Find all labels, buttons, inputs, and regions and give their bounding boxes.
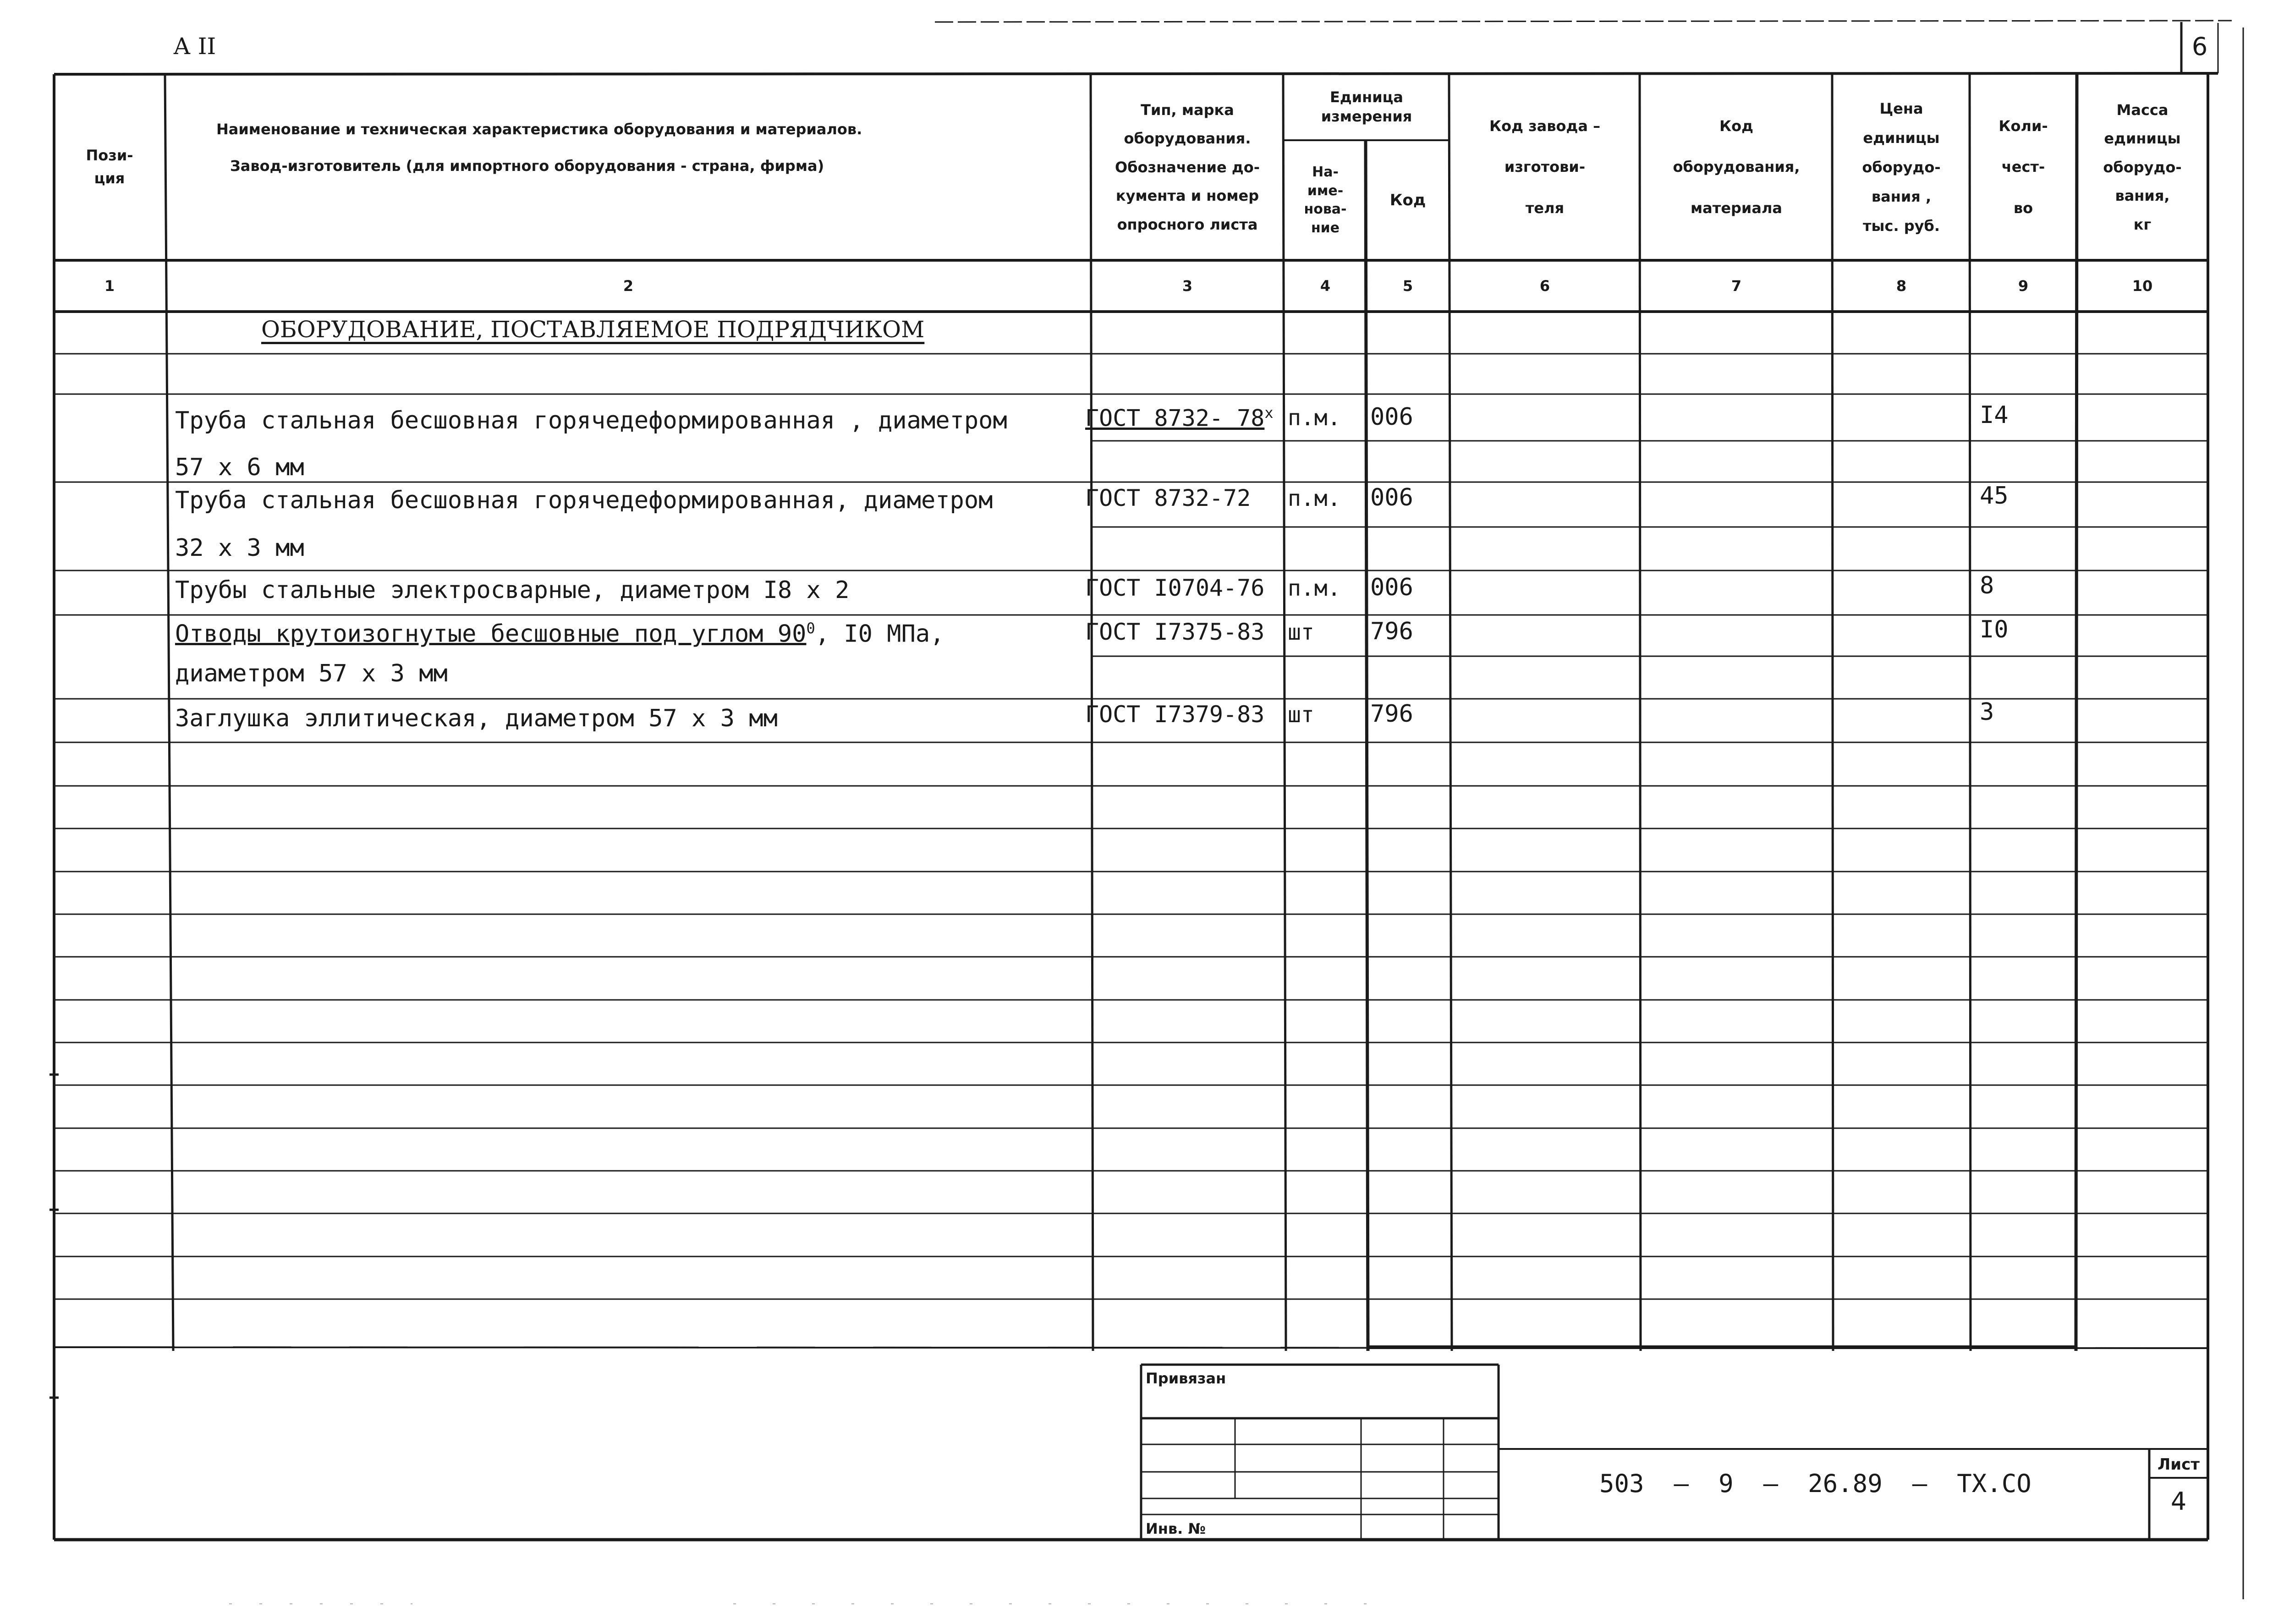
table-row-4-name-tail: , I0 МПа, bbox=[815, 620, 944, 648]
header-unit-code-text: Код bbox=[1389, 191, 1426, 209]
table-row-4-unit-name: шт bbox=[1288, 620, 1314, 645]
table-row-5-doc: ГОСТ I7379-83 bbox=[1085, 701, 1265, 728]
table-row-1-name-cont: 57 x 6 мм bbox=[175, 454, 304, 481]
table-row-1-qty: I4 bbox=[1980, 401, 2009, 429]
table-row-1-doc-sup: х bbox=[1264, 404, 1274, 422]
header-unit-name-text: На- име- нова- ние bbox=[1304, 164, 1347, 236]
colnum-3: 3 bbox=[1182, 277, 1193, 295]
colnum-9: 9 bbox=[2018, 277, 2029, 295]
header-unit-group-text: Единица измерения bbox=[1321, 88, 1412, 125]
table-row-3-name: Трубы стальные электросварные, диаметром I8 x 2 bbox=[175, 576, 850, 604]
table-row-3-unit-name: п.м. bbox=[1288, 576, 1341, 601]
header-price bbox=[1833, 74, 1970, 260]
table-row-4-doc: ГОСТ I7375-83 bbox=[1085, 619, 1265, 645]
header-type bbox=[1092, 74, 1283, 260]
header-factory-code bbox=[1450, 74, 1640, 260]
table-row-4-name-cont: диаметром 57 x 3 мм bbox=[175, 660, 448, 687]
header-unit-group bbox=[1284, 74, 1449, 140]
table-row-2-unit-name: п.м. bbox=[1288, 486, 1341, 511]
table-row-1-doc bbox=[1085, 404, 1274, 432]
header-factory-code-text: Код завода – изготови- теля bbox=[1489, 117, 1601, 217]
table-row-2-unit-code: 006 bbox=[1370, 484, 1413, 511]
header-price-text: Цена единицы оборудо- вания , тыс. руб. bbox=[1862, 100, 1941, 235]
table-row-4-unit-code: 796 bbox=[1370, 618, 1413, 645]
colnum-1: 1 bbox=[104, 277, 115, 295]
table-row-4-name-sup: 0 bbox=[806, 620, 815, 637]
page-number: 6 bbox=[2191, 32, 2208, 61]
stamp-inv-no: Инв. № bbox=[1146, 1520, 1206, 1537]
header-name bbox=[166, 74, 1091, 260]
document-code: 503 – 9 – 26.89 – ТХ.СО bbox=[1599, 1469, 2031, 1498]
stamp-privyazan: Привязан bbox=[1146, 1370, 1226, 1387]
table-row-5-unit-name: шт bbox=[1288, 702, 1314, 728]
table-row-5-unit-code: 796 bbox=[1370, 700, 1413, 728]
sheet-number: 4 bbox=[2170, 1487, 2187, 1516]
colnum-4: 4 bbox=[1320, 277, 1331, 295]
colnum-5: 5 bbox=[1402, 277, 1413, 295]
table-row-1-doc-text: ГОСТ 8732- 78 bbox=[1085, 405, 1265, 432]
corner-label: А II bbox=[173, 33, 216, 60]
header-position-text: Пози- ция bbox=[86, 147, 133, 187]
header-type-text: Тип, марка оборудования. Обозначение до- кумента и номер опросного листа bbox=[1115, 101, 1260, 233]
table-row-3-qty: 8 bbox=[1980, 572, 1994, 599]
table-row-5-name: Заглушка эллитическая, диаметром 57 x 3 мм bbox=[175, 705, 778, 732]
table-row-3-doc: ГОСТ I0704-76 bbox=[1085, 575, 1265, 601]
header-name-line1: Наименование и техническая характеристика оборудования и материалов. bbox=[216, 121, 862, 138]
header-equipment-code bbox=[1641, 74, 1832, 260]
table-row-2-name: Труба стальная бесшовная горячедеформированная, диаметром bbox=[175, 487, 993, 514]
header-quantity-text: Коли- чест- во bbox=[1998, 117, 2048, 217]
header-mass bbox=[2077, 74, 2208, 260]
header-quantity bbox=[1971, 74, 2076, 260]
table-row-4-qty: I0 bbox=[1980, 616, 2009, 643]
header-equipment-code-text: Код оборудования, материала bbox=[1673, 117, 1800, 217]
section-title: ОБОРУДОВАНИЕ, ПОСТАВЛЯЕМОЕ ПОДРЯДЧИКОМ bbox=[261, 316, 925, 343]
header-unit-code bbox=[1367, 140, 1449, 260]
table-row-1-unit-name: п.м. bbox=[1288, 405, 1341, 431]
table-row-2-qty: 45 bbox=[1980, 482, 2009, 510]
colnum-7: 7 bbox=[1731, 277, 1742, 295]
header-unit-name bbox=[1284, 140, 1367, 260]
colnum-2: 2 bbox=[623, 277, 634, 295]
table-row-1-name: Труба стальная бесшовная горячедеформированная , диаметром bbox=[175, 407, 1007, 434]
table-row-3-unit-code: 006 bbox=[1370, 574, 1413, 601]
colnum-10: 10 bbox=[2132, 277, 2153, 295]
table-row-1-unit-code: 006 bbox=[1370, 403, 1413, 431]
header-position bbox=[54, 74, 165, 260]
table-row-2-name-cont: 32 x 3 мм bbox=[175, 534, 304, 562]
table-row-4-name bbox=[175, 620, 944, 647]
header-name-line2: Завод-изготовитель (для импортного оборудования - страна, фирма) bbox=[230, 157, 824, 175]
sheet-label: Лист bbox=[2158, 1455, 2200, 1474]
table-row-5-qty: 3 bbox=[1980, 698, 1994, 726]
table-row-4-name-text: Отводы крутоизогнутые бесшовные под углом 90 bbox=[175, 620, 807, 648]
colnum-8: 8 bbox=[1896, 277, 1907, 295]
table-row-2-doc: ГОСТ 8732-72 bbox=[1085, 485, 1251, 511]
colnum-6: 6 bbox=[1539, 277, 1550, 295]
header-mass-text: Масса единицы оборудо- вания, кг bbox=[2103, 101, 2182, 233]
